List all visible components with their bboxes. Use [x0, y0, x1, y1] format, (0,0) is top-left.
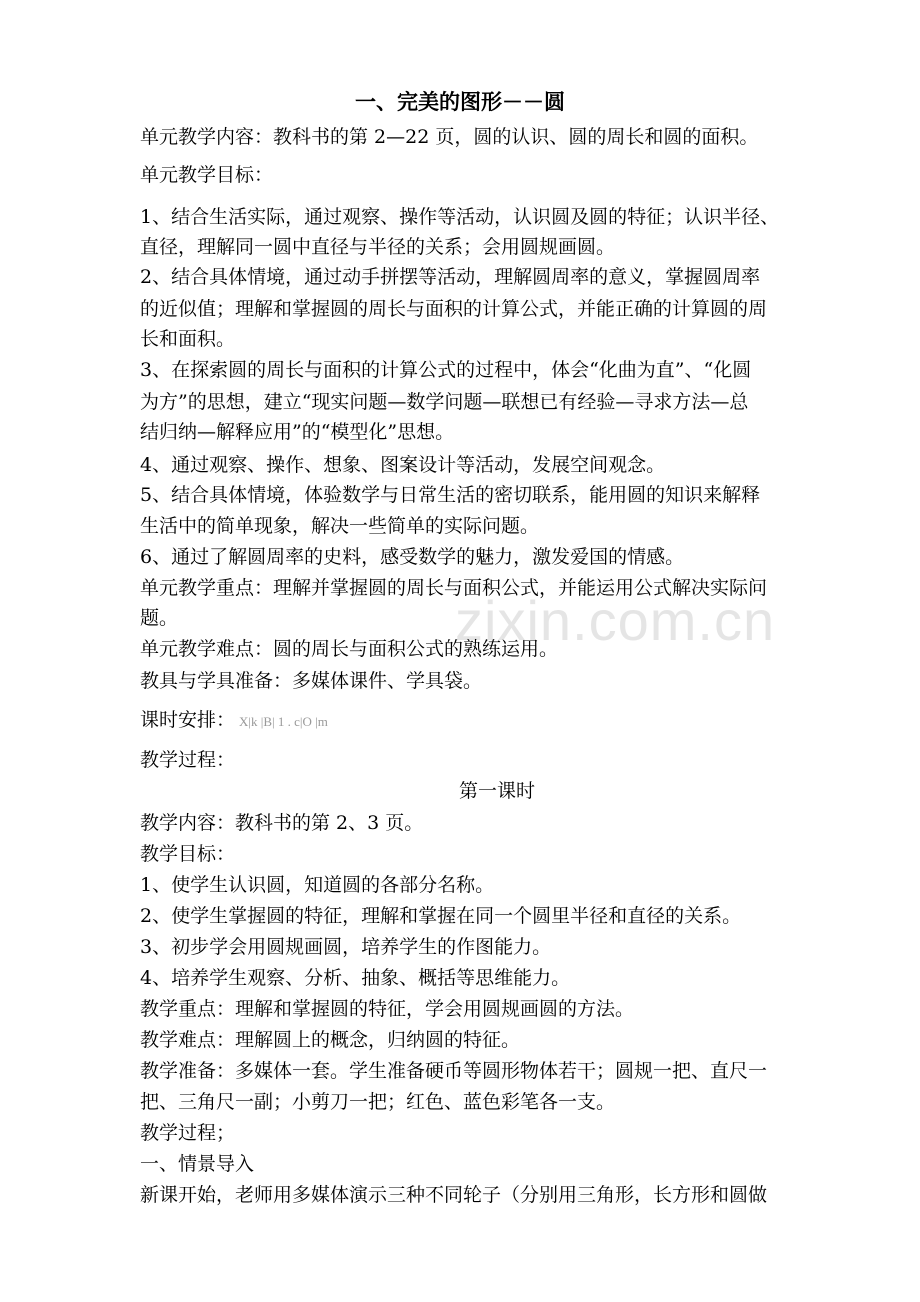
lesson-prep: 教学准备：多媒体一套。学生准备硬币等圆形物体若干；圆规一把、直尺一: [140, 1060, 768, 1082]
lesson-difficulty: 教学难点：理解圆上的概念，归纳圆的特征。: [140, 1029, 521, 1051]
unit-goal-line: 2、结合具体情境，通过动手拼摆等活动，理解圆周率的意义，掌握圆周率: [140, 266, 761, 288]
unit-goal-line: 5、结合具体情境，体验数学与日常生活的密切联系，能用圆的知识来解释: [140, 484, 761, 506]
unit-tools: 教具与学具准备：多媒体课件、学具袋。: [140, 670, 483, 692]
unit-schedule: [140, 705, 860, 737]
unit-goal-line: 生活中的简单现象，解决一些简单的实际问题。: [140, 515, 540, 537]
unit-goal-line: 结归纳—解释应用”的“模型化”思想。: [140, 421, 455, 443]
unit-key-point: 单元教学重点：理解并掌握圆的周长与面积公式，并能运用公式解决实际问: [140, 577, 768, 599]
lesson-goal-line: 3、初步学会用圆规画圆，培养学生的作图能力。: [140, 936, 552, 958]
lesson-prep: 把、三角尺一副；小剪刀一把；红色、蓝色彩笔各一支。: [140, 1091, 616, 1113]
section-heading: 一、情景导入: [140, 1153, 255, 1175]
unit-goal-line: 3、在探索圆的周长与面积的计算公式的过程中，体会“化曲为直”、“化圆: [140, 359, 752, 381]
watermark: zixin.com.cn: [455, 589, 776, 652]
unit-difficulty: 单元教学难点：圆的周长与面积公式的熟练运用。: [140, 638, 559, 660]
schedule-label: 课时安排：: [140, 709, 236, 731]
page-title: 一、完美的图形－－圆: [355, 90, 565, 114]
lesson-key-point: 教学重点：理解和掌握圆的特征，学会用圆规画圆的方法。: [140, 998, 635, 1020]
unit-key-point: 题。: [140, 607, 179, 629]
intro-paragraph: 新课开始，老师用多媒体演示三种不同轮子（分别用三角形，长方形和圆做: [140, 1184, 768, 1206]
schedule-small-text: X|k |B| 1 . c|O |m: [239, 714, 328, 729]
unit-goal-line: 4、通过观察、操作、想象、图案设计等活动，发展空间观念。: [140, 454, 666, 476]
unit-goal-line: 的近似值；理解和掌握圆的周长与面积的计算公式，并能正确的计算圆的周: [140, 298, 768, 320]
lesson-goal-line: 4、培养学生观察、分析、抽象、概括等思维能力。: [140, 967, 571, 989]
lesson-goal-line: 2、使学生掌握圆的特征，理解和掌握在同一个圆里半径和直径的关系。: [140, 905, 742, 927]
lesson-content: 教学内容：教科书的第 2、3 页。: [140, 812, 424, 834]
unit-process-label: 教学过程：: [140, 749, 236, 771]
lesson-heading: 第一课时: [458, 780, 535, 802]
unit-goal-line: 1、结合生活实际，通过观察、操作等活动，认识圆及圆的特征；认识半径、: [140, 206, 780, 228]
lesson-process-label: 教学过程；: [140, 1122, 236, 1144]
unit-goal-line: 6、通过了解圆周率的史料，感受数学的魅力，激发爱国的情感。: [140, 546, 685, 568]
unit-content: 单元教学内容：教科书的第 2—22 页，圆的认识、圆的周长和圆的面积。: [140, 126, 759, 148]
unit-goal-line: 直径，理解同一圆中直径与半径的关系；会用圆规画圆。: [140, 236, 616, 258]
lesson-goals-label: 教学目标：: [140, 843, 236, 865]
unit-goal-line: 为方”的思想，建立“现实问题—数学问题—联想已有经验—寻求方法—总: [140, 391, 749, 413]
lesson-goal-line: 1、使学生认识圆，知道圆的各部分名称。: [140, 874, 495, 896]
unit-goal-line: 长和面积。: [140, 328, 236, 350]
unit-goals-label: 单元教学目标：: [140, 164, 274, 186]
